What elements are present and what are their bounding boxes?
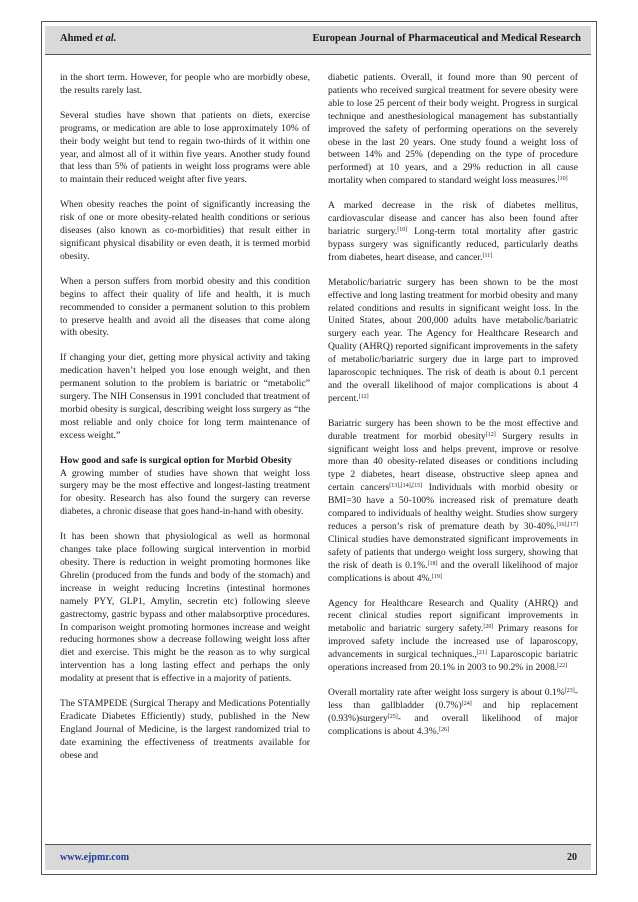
- paragraph-text: Laparoscopic bariatric operations increased from 20.1% in 2003 to 90.2% in 2008.: [328, 649, 578, 674]
- paragraph: It has been shown that physiological as well as hormonal changes take place following surgical intervention in morbid obesity. There is reduction in weight promoting hormones like Ghrelin (produced from the funds and body of the stomach) and increase in weight reducing Incretins (intestinal hormones namely PYY, GLP1, Amylin, secretin etc) following sleeve gastrectomy, gastric bypass and other malabsorptive procedures. In comparison weight promoting hormones increase and weight reducing hormones show a decrease following weight loss after diet and exercise. This might be the reason as to why surgical intervention has a long lasting effect and perhaps the only modality at present that is effective in a majority of patients.: [60, 531, 310, 685]
- citation: [11]: [482, 252, 493, 259]
- citation: [16],[17]: [556, 522, 578, 528]
- page-number: 20: [567, 852, 577, 863]
- citation: [13],[14],[15]: [389, 483, 423, 490]
- paragraph: [328, 418, 578, 586]
- paragraph-text: Metabolic/bariatric surgery has been shown to be the most effective and long lasting treatment for morbid obesity and many related conditions and results in significant weight loss. In the United States, about 200,000 adults have metabolic/bariatric surgery each year. The Agency for Healthcare Research and Quality (AHRQ) reported significant improvements in the safety of metabolic/bariatric surgery due in large part to improved laparoscopic techniques. The risk of death is about 0.1 percent and the overall likelihood of major complications is about 4 percent.: [328, 276, 578, 404]
- author-etal: et al.: [95, 33, 117, 44]
- paragraph-text: Primary reasons for improved safety include the increased use of laparoscopy, advancements in surgical techniques.,: [328, 623, 578, 661]
- paragraph-text: Overall mortality rate after weight loss surgery is about 0.1%: [328, 686, 565, 698]
- paragraph-text: Individuals with morbid obesity or BMI=30 have a 50-100% increased risk of premature death compared to individuals of healthy weight. Studies show surgery reduces a person’s risk of premature death by 30-40%.: [328, 482, 578, 532]
- citation: [25]: [387, 713, 398, 720]
- paragraph: [328, 598, 578, 675]
- paragraph: [328, 277, 578, 406]
- citation: [12]: [358, 393, 369, 400]
- paragraph: [328, 687, 578, 739]
- paragraph-text: Bariatric surgery has been shown to be the most effective and durable treatment for morbid obesity: [328, 417, 578, 442]
- journal-website-link[interactable]: www.ejpmr.com: [60, 852, 130, 863]
- paragraph-text: Clinical studies have demonstrated significant improvements in safety of patients that undergo weight loss surgery, showing that the risk of death is 0.1%.: [328, 533, 578, 571]
- paragraph: When a person suffers from morbid obesity and this condition begins to affect their quality of life and health, it is much recommended to consider a permanent solution to this problem to preserve health and avoid all the diseases that come along with obesity.: [60, 275, 310, 339]
- paragraph: When obesity reaches the point of significantly increasing the risk of one or more obesity-related health conditions or serious diseases (also known as co-morbidities) that result either in significant physical disability or even death, it is termed morbid obesity.: [60, 199, 310, 262]
- citation: [23]: [564, 687, 575, 694]
- running-footer: [45, 844, 591, 870]
- paragraph-text: diabetic patients. Overall, it found more than 90 percent of patients who received surgical treatment for severe obesity were able to lose 25 percent of their body weight. Progress in surgical technique and anesthesiological management has substantially improved the safety of performing operations on the severely obese in the last 20 years. One study found a weight loss of between 14% and 25% (depending on the type of procedure performed) at 10 years, and a 29% reduction in all cause mortality when compared to standard weight loss measures.: [328, 72, 578, 187]
- citation: [19]: [431, 573, 442, 580]
- citation: [20]: [483, 624, 494, 631]
- section-heading: How good and safe is surgical option for Morbid Obesity: [60, 454, 292, 466]
- left-column: [60, 72, 310, 763]
- paragraph: in the short term. However, for people who are morbidly obese, the results rarely last.: [60, 72, 310, 96]
- citation: [10]: [397, 226, 408, 233]
- paragraph-text: Surgery results in significant weight loss and helps prevent, improve or resolve more than 40 obesity-related diseases or conditions including type 2 diabetes, heart disease, obstructive sleep apnea and certain cancers: [328, 430, 579, 494]
- paragraph-text: Agency for Healthcare Research and Quality (AHRQ) and recent clinical studies report significant improvements in metabolic and bariatric surgery safety.: [328, 597, 578, 635]
- citation: [24]: [461, 700, 472, 707]
- paragraph: A growing number of studies have shown that weight loss surgery may be the most effective and longest-lasting treatment for obesity. Research has also found the surgery can reverse diabetes, a chronic disease that goes hand-in-hand with obesity.: [60, 467, 310, 518]
- citation: [26]: [439, 726, 450, 733]
- paragraph: [328, 72, 578, 188]
- paragraph-text: -less than gallbladder (0.7%): [328, 686, 578, 711]
- paragraph-text: - and overall likelihood of major complications is about 4.3%.: [328, 712, 578, 737]
- citation: [18]: [427, 560, 438, 567]
- paragraph: If changing your diet, getting more physical activity and taking medication haven’t helped you lose enough weight, and then permanent solution to the problem is bariatric or “metabolic” surgery. The NIH Consensus in 1991 concluded that treatment of morbid obesity is surgical, describing weight loss surgery as “the most reliable and only choice for long term maintenance of excess weight.”: [60, 352, 310, 441]
- paragraph-text: Long-term total mortality after gastric bypass surgery was significantly reduced, particularly deaths from diabetes, heart disease, and cancer.: [328, 225, 578, 263]
- citation: [12]: [485, 431, 496, 438]
- paragraph-text: and the overall likelihood of major complications is about 4%.: [328, 559, 579, 584]
- paragraph: Several studies have shown that patients on diets, exercise programs, or medication are able to lose approximately 10% of their body weight but tend to regain two-thirds of it within one year, and almost all of it within five years. Another study found that less than 5% of patients in weight loss programs were able to maintain their reduced weight after five years.: [60, 109, 310, 186]
- header-author: [60, 33, 116, 44]
- paragraph-text: and hip replacement (0.93%)surgery: [328, 699, 578, 724]
- paragraph: The STAMPEDE (Surgical Therapy and Medications Potentially Eradicate Diabetes Efficiently) study, published in the New England Journal of Medicine, is the largest randomized trial to date examining the effectiveness of treatments available for obese and: [60, 698, 310, 761]
- author-name: Ahmed: [60, 33, 93, 44]
- header-journal-title: European Journal of Pharmaceutical and Medical Research: [312, 33, 581, 44]
- citation: [22]: [557, 663, 568, 670]
- right-column: [328, 72, 578, 739]
- paragraph-text: A marked decrease in the risk of diabetes mellitus, cardiovascular disease and cancer has also been found after bariatric surgery.: [328, 200, 578, 237]
- paragraph: [328, 200, 578, 265]
- citation: [21]: [476, 650, 487, 657]
- running-header: [45, 26, 591, 55]
- citation: [10]: [557, 176, 568, 183]
